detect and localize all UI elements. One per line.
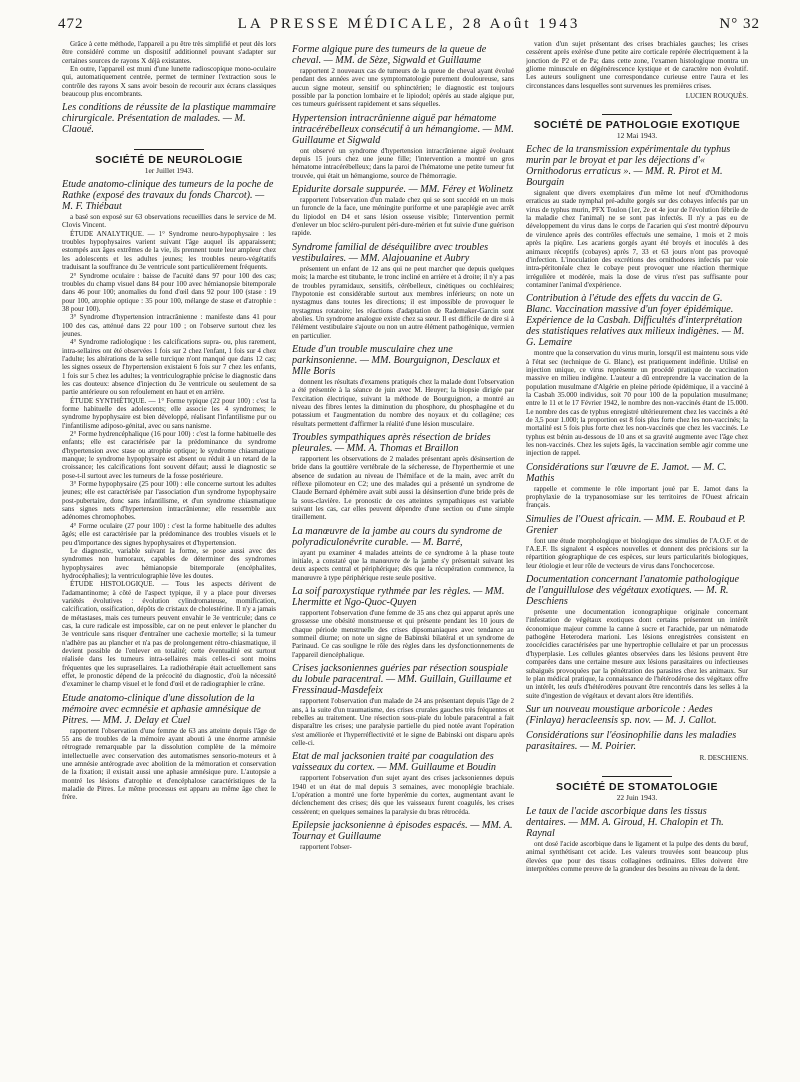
paragraph: rapportent l'observation d'un sujet ayant des crises jacksoniennes depuis 1940 et un état de mal depuis 3 semaines, avec monoplégie brachiale. L'opération a montré une forte hyperémie du cortex, augmentant avant le déclenchement des crises; dès que les vaisseaux furent coagulés, les crises cessèrent; en quelques semaines la paralysie du bras rétrocéda. [292,774,514,816]
section-title: SOCIÉTÉ DE PATHOLOGIE EXOTIQUE [533,119,741,132]
paragraph: rapportent l'observation d'un malade chez qui se sont succédé en un mois un furoncle de la face, une méningite puriforme et une paraplégie avec arrêt du lipiodol en D4 et sans lésion osseuse visible; l'intervention permit d'enlever un bloc scléro-purulent péri-dure-mérien et fut suivie d'une guérison rapide. [292,196,514,238]
page-number: 472 [58,16,84,32]
paragraph: rapportent l'observation d'une femme de 63 ans atteinte depuis l'âge de 55 ans de troubles de la mémoire ayant abouti à une énorme amnésie rétrograde remarquable par la dissolution complète de la mémoire intellectuelle avec conservation des automatismes sensorio-moteurs et à une amnésie antérograde avec abolition de la mémoration et conservation de la fixation; il existait aussi une aphasie amnésique pure. L'autopsie a montré les lésions d'atrophie et d'encéphalose caractéristiques de la maladie de Pitres. Le même processus est apparu au même âge chez le frère. [62,726,276,802]
paragraph: 3° Forme hypophysaire (25 pour 100) : elle concerne surtout les adultes jeunes; elle est caractérisée par l'association d'un syndrome hypophysaire post-pubertaire, donc sans infantilisme, et d'un syndrome chiasmatique sans signes nets d'hypertension intracrânienne; elle ressemble aux adénomes chromophobes. [62,480,276,522]
article-heading: Etat de mal jacksonien traité par coagulation des vaisseaux du cortex. — MM. Guillaume et Boudin [292,751,496,774]
article-heading: Simulies de l'Ouest africain. — MM. E. Roubaud et P. Grenier [526,513,746,536]
article-heading: Syndrome familial de déséquilibre avec troubles vestibulaires. — MM. Alajouanine et Aubry [292,241,489,264]
article-heading: Documentation concernant l'anatomie pathologique de l'anguillulose des végétaux exotiques. — M. R. Deschiens [526,574,739,608]
section-rule [134,149,204,150]
paragraph: présente une documentation iconographique originale concernant l'infestation de végétaux exotiques dont certains présentent un intérêt économique majeur comme la canne à sucre et l'arachide, par un nématode pathogène Heterodera marioni. Les lésions enregistrées consistent en zoocécidies caractérisées par une hypertrophie cellulaire et par un processus d'hyperplasie. Les cellules géantes observées dans les lésions peuvent être comparées dans une certaine mesure aux lésions parasitaires ou infectieuses subaiguës provoquées par la pénétration des parasites chez les animaux. Sur le plan médical pratique, la connaissance de l'hétérodérose des végétaux offre un intérêt, les œufs d'hétérodères pouvant être rencontrés dans les selles à la suite d'ingestion de végétaux et devant alors être identifiés. [526,608,748,700]
paragraph: rapportent l'obser- [300,842,352,851]
paragraph: donnent les résultats d'examens pratiqués chez la malade dont l'observation a été présentée à la séance de juin avec M. Heuyer; la biopsie dirigée par l'excitation électrique, suivant la méthode de Bourguignon, a montré au niveau des fibres lentes la diminution du phosphore, du phosphagène et du potassium et l'augmentation du nombre des noyaux et du collagène; ces résultats permettent d'affirmer la réalité d'une lésion musculaire. [292,377,514,428]
paragraph: rapportent l'observation d'une femme de 35 ans chez qui apparut après une grossesse une obésité monstrueuse et qui présente pendant les 10 jours de chaque période menstruelle des crises dipsomaniaques avec tendance au sommeil diurne; on note un signe de Babinski bilatéral et un syndrome de Parinaud. Ce cas souligne le rôle des règles dans les dysfonctionnements de l'appareil diencéphalique. [292,609,514,659]
paragraph: 4° Syndrome radiologique : les calcifications supra- ou, plus rarement, intra-sellaires ont été observées 1 fois sur 2 chez l'enfant, 1 fois sur 4 chez l'adulte; les altérations de la selle turcique n'ont manqué que dans 12 cas; les signes osseux de l'hypertension existaient 6 fois sur 7 chez les enfants, 1 fois sur 5 chez les adultes; la ventriculographie précise le diagnostic dans les cas douteux: absence d'injection du 3e ventricule ou seulement de sa partie antérieure ou son refoulement en haut et en arrière. [62,338,276,397]
section-header [526,114,748,140]
paragraph: 2° Forme hydrencéphalique (16 pour 100) : c'est la forme habituelle des enfants; elle est caractérisée par la prédominance du syndrome d'hypertension avec stase ou atrophie optique; le syndrome chiasmatique manque; le syndrome hypophysaire est absent ou réduit à un retard de la croissance; les calcifications font souvent défaut; aussi le diagnostic se pose-t-il surtout avec les tumeurs de la fosse postérieure. [62,430,276,480]
article-heading: Epilepsie jacksonienne à épisodes espacés. — MM. A. Tournay et Guillaume [292,819,513,842]
author-signature: R. DESCHIENS. [699,753,748,762]
paragraph: Grâce à cette méthode, l'appareil a pu être très simplifié et peut dès lors être considéré comme un dispositif additionnel pouvant s'adapter sur certaines sources de rayons X déjà existantes. [62,40,276,65]
paragraph: signalent que divers exemplaires d'un même lot neuf d'Ornithodorus erraticus au stade nymphal pré-adulte gorgés sur des cobayes infectés par un virus de typhus murin, PFX Toulon (1er, 2e et 4e jour de l'évolution fébrile de la maladie chez l'animal) ne se sont pas infectés. Il n'y a pas eu de développement du virus dans le corps de l'acarien qui s'est montré dépourvu de virulence après des contrôles effectués une semaine, 1 mois et 2 mois après la piqûre. Les acariens gorgés ayant été broyés et inoculés à des animaux réceptifs (cobayes) après 7, 33 et 63 jours n'ont pas provoqué d'infection. L'inoculation des excrétions des ornithodores infectés par voie intra-péritonéale chez le cobaye peut provoquer une réaction thermique irrégulière et modérée, mais la dose de virus n'est pas suffisante pour contaminer l'animal d'expérience. [526,189,748,289]
paragraph: ÉTUDE SYNTHÉTIQUE. — 1° Forme typique (22 pour 100) : c'est la forme habituelle des adolescents; elle associe les 4 syndromes; le syndrome hypophysaire est bien développé, réalisant l'infantilisme pur ou l'infantilisme adiposo-génital, avec ou sans nanisme. [62,396,276,430]
section-date: 12 Mai 1943. [616,130,658,140]
section-header [526,776,748,802]
article-heading: Hypertension intracrânienne aiguë par hématome intracérébelleux consécutif à un hémangiome. — MM. Guillaume et Sigwald [292,112,514,146]
article-heading: Considérations sur l'éosinophilie dans les maladies parasitaires. — M. Poirier. [526,729,737,752]
article-heading: Forme algique pure des tumeurs de la queue de cheval. — MM. de Sèze, Sigwald et Guillaume [292,44,487,66]
column-left [62,40,276,1072]
article-heading: Etude d'un trouble musculaire chez une parkinsonienne. — MM. Bourguignon, Desclaux et Mlle Boris [292,343,500,377]
paragraph: ayant pu examiner 4 malades atteints de ce syndrome à la phase toute initiale, a constaté que la manœuvre de la jambe s'y présentait suivant les deux aspects central et périphérique; dès que la récupération commence, la manœuvre à type périphérique reste seule positive. [292,548,514,582]
section-date: 22 Juin 1943. [616,792,658,802]
article-heading: La manœuvre de la jambe au cours du syndrome de polyradiculonévrite curable. — M. Barré, [292,525,503,548]
paragraph: ÉTUDE ANALYTIQUE. — 1° Syndrome neuro-hypophysaire : les troubles hypophysaires varient suivant l'âge auquel ils apparaissent; estompés aux âges extrêmes de la vie, ils prennent toute leur ampleur chez les adolescents et les adultes jeunes; les troubles neuro-végétatifs traduisant la souffrance du 3e ventricule sont particulièrement fréquents. [62,229,276,272]
page-header [58,16,760,34]
paragraph: En outre, l'appareil est muni d'une lunette radioscopique mono-oculaire qui, automatiquement centrée, permet de terminer l'extraction sous le contrôle des rayons X sans avoir besoin de recourir aux écrans classiques beaucoup plus encombrants. [62,65,276,99]
article-heading: Le taux de l'acide ascorbique dans les tissus dentaires. — MM. A. Giroud, H. Chalopin et Th. Raynal [526,805,724,839]
paragraph: rapportent 2 nouveaux cas de tumeurs de la queue de cheval ayant évolué pendant des années avec une symptomatologie purement douloureuse, sans aucun signe moteur, sensitif ou sphinctérien; le diagnostic est toujours possible par la ponction lombaire et le lipiodol; opérés au stade algique pur, ces tumeurs guérissent rapidement et sans séquelles. [292,67,514,109]
section-header [62,149,276,175]
article-heading: Troubles sympathiques après résection de brides pleurales. — MM. A. Thomas et Braillon [292,431,491,454]
section-rule [602,114,672,115]
issue-number: N° 32 [719,16,760,32]
paragraph: présentent un enfant de 12 ans qui ne peut marcher que depuis quelques mois; la marche est titubante, le tronc incliné en arrière et à droite; il n'y a pas de troubles pyramidaux, sensitifs, cérébelleux, cinétiques ou cochléaires; l'hypotonie est considérable surtout aux membres inférieurs; on note un nystagmus dans toutes les directions; il est impossible de provoquer le nystagmus rotatoire; les réactions d'adaptation de Rademaker-Garcin sont abolies. Un syndrome analogue existe chez sa sœur. Il est difficile de dire si à l'élément vestibulaire s'ajoute ou non un autre élément pathogénique, vermien en particulier. [292,264,514,340]
paragraph: ont dosé l'acide ascorbique dans le ligament et la pulpe des dents du bœuf, animal synthétisant cet acide. Les valeurs trouvées sont beaucoup plus élevées que pour des tissus collagènes ordinaires. Elles doivent être interprétées comme preuve de la grandeur des besoins au niveau de la dent. [526,839,748,873]
article-heading: Contribution à l'étude des effets du vaccin de G. Blanc. Vaccination massive d'un foyer épidémique. Expérience de la Casbah. Difficultés d'interprétation des statistiques relatives aux milieux indigènes. — M. G. Lemaire [526,293,745,349]
paragraph: font une étude morphologique et biologique des simulies de l'A.O.F. et de l'A.E.F. Ils signalent 4 espèces nouvelles et donnent des précisions sur la répartition géographique de ces espèces, sur leurs particularités biologiques, leur étiologie et leur rôle de vecteurs de virus dans l'onchocercose. [526,536,748,570]
article-heading: Etude anatomo-clinique d'une dissolution de la mémoire avec ecmnésie et aphasie amnésique de Pitres. — MM. J. Delay et Cuel [62,692,261,726]
article-heading: Echec de la transmission expérimentale du typhus murin par le broyat et par les déjections d'« Ornithodorus erraticus ». — MM. R. Pirot et M. Bourgain [526,144,731,189]
paragraph: rapportent les observations de 2 malades présentant après désinsertion de bride dans la gouttière vertébrale de la sécheresse, de l'hyperthermie et une absence de sudation au niveau de l'hémiface et de la main, avec arrêt du réflexe pilomoteur en C2; une des malades qui a présenté un syndrome de Claude Bernard éphémère avait subi aussi la désinsertion d'une bride près de la sous-clavière. Le pronostic de ces atteintes sympathiques est variable suivant les cas, car elles peuvent dépendre d'une section ou d'une simple tiraillement. [292,454,514,522]
section-title: SOCIÉTÉ DE NEUROLOGIE [95,154,243,167]
paragraph: a basé son exposé sur 63 observations recueillies dans le service de M. Clovis Vincent. [62,213,276,230]
article-heading: Considérations sur l'œuvre de E. Jamot. — M. C. Mathis [526,461,727,484]
paragraph: 4° Forme oculaire (27 pour 100) : c'est la forme habituelle des adultes âgés; elle est caractérisée par la prédominance des troubles visuels et le peu d'importance des signes hypophysaires et d'hypertension. [62,521,276,547]
paragraph: Le diagnostic, variable suivant la forme, se pose aussi avec des syndromes non humoraux, capables de déterminer des syndromes hypophysaires avec hémianopsie bitemporale (encéphalites, hydrocéphalies); la ventriculographie lève les doutes. [62,546,276,580]
paragraph: vation d'un sujet présentant des crises brachiales gauches; les crises cessèrent après exérèse d'une petite aire corticale repérée électriquement à la jonction de P2 et de Pa; dans cette zone, l'examen histologique montra un gliome minuscule en dégénérescence kystique et de caractère non évolutif. Les auteurs soulignent une correspondance curieuse entre l'aura et les circonstances dans lesquelles sont survenues les premières crises. [526,40,748,90]
paragraph: ÉTUDE HISTOLOGIQUE. — Tous les aspects dérivent de l'adamantinome; à côté de l'aspect typique, il y a place pour diverses variétés évolutives : évolution cylindromateuse, momification, calcification, ossification, dépôts de cristaux de cholestérine. Il n'y a jamais de métastases, mais ces tumeurs peuvent envahir le 3e ventricule; dans ce cas, la cure radicale est impossible, car on ne peut enlever le plancher du 3e ventricule sans risquer d'entraîner une cachexie mortelle; si la tumeur n'adhère pas au plancher et n'a pas de prolongement rétro-chiasmatique, il devient possible de l'enlever en totalité; cette éventualité est surtout réalisée dans les tumeurs intra-sellaires mais celles-ci sont moins fréquentes que les suprasellaires. La radiothérapie était actuellement sans effet, le pronostic dépend de la précocité du diagnostic, d'où la nécessité d'examiner le champ visuel et le fond d'œil et de radiographier le crâne. [62,580,276,689]
paragraph: 2° Syndrome oculaire : baisse de l'acuité dans 97 pour 100 des cas; troubles du champ visuel dans 84 pour 100 avec hémianopsie bitemporale dans 46 pour 100; anomalies du fond d'œil dans 92 pour 100 (stase : 19 pour 100, atrophie optique : 35 pour 100, mélange de stase et d'atrophie : 38 pour 100). [62,271,276,313]
article-heading: Etude anatomo-clinique des tumeurs de la poche de Rathke (exposé des travaux du fonds Charcot). — M. F. Thiébaut [62,179,274,213]
column-right [526,40,748,1072]
article-heading: Les conditions de réussite de la plastique mammaire chirurgicale. Présentation de malades. — M. Claoué. [62,102,276,136]
article-heading: Sur un nouveau moustique arboricole : Aedes (Finlaya) heracleensis sp. nov. — M. J. Callot. [526,703,717,726]
paragraph: ont observé un syndrome d'hypertension intracrânienne aiguë évoluant depuis 15 jours chez une jeune fille; l'intervention a montré un gros hématome intracérébelleux; dans la paroi de l'hématome une petite tumeur fut trouvée, qui était un hémangiome, source de l'hémorragie. [292,146,514,180]
paragraph: rapportent l'observation d'un malade de 24 ans présentant depuis l'âge de 2 ans, à la suite d'un traumatisme, des crises crurales gauches très fréquentes et rebelles au traitement. Une résection sous-piale du lobule paracentral a fait disparaître les crises; une paralysie partielle du pied notée avant l'opération s'est améliorée et l'hyperréflectivité et le signe de Babinski ont disparu après celle-ci. [292,697,514,747]
section-rule [602,776,672,777]
section-title: SOCIÉTÉ DE STOMATOLOGIE [555,781,719,794]
article-heading: Crises jacksoniennes guéries par résection souspiale du lobule paracentral. — MM. Guillain, Guillaume et Fressinaud-Masdefeix [292,663,512,697]
article-heading: Epidurite dorsale suppurée. — MM. Férey et Wolinetz [292,184,513,196]
author-signature: LUCIEN ROUQUÈS. [685,92,748,101]
paragraph: montre que la conservation du virus murin, lorsqu'il est maintenu sous vide à l'état sec (technique de G. Blanc), est pratiquement indéfinie. Utilisé en injection unique, ce virus représente un procédé pratique de vaccination massive en milieu indigène. L'auteur a dû entreprendre la vaccination de la population musulmane d'Algérie en pleine période épidémique, il a vacciné à la Casbah 35.000 individus, soit 70 pour 100 de la population musulmane; entre le 11 et le 17 Février 1942, le nombre des non-vaccinés étant de 15.000. Le nombre des cas de typhus enregistré ultérieurement chez les vaccinés a été de 3,5 pour 1.000; la proportion est 8 fois plus forte chez les non-vaccinés; la mortalité est 5 fois plus forte chez les non-vaccinés que chez les vaccinés. Le typhus est bénin au-dessous de 10 ans et sa gravité augmente avec l'âge chez les non-vaccinés. Chez les sujets âgés, la vaccination semble agir comme une injection de rappel. [526,349,748,458]
paragraph: rappelle et commente le rôle important joué par E. Jamot dans la prophylaxie de la trypanosomiase sur les territoires de l'Ouest africain français. [526,484,748,510]
journal-title: LA PRESSE MÉDICALE, 28 Août 1943 [237,16,581,32]
column-middle [292,40,514,1072]
section-date: 1er Juillet 1943. [144,165,194,175]
article-heading: La soif paroxystique rythmée par les règles. — MM. Lhermitte et Ngo-Quoc-Quyen [292,586,505,609]
paragraph: 3° Syndrome d'hypertension intracrânienne : manifeste dans 41 pour 100 des cas, atténué dans 22 pour 100 ; on l'observe surtout chez les jeunes. [62,313,276,338]
